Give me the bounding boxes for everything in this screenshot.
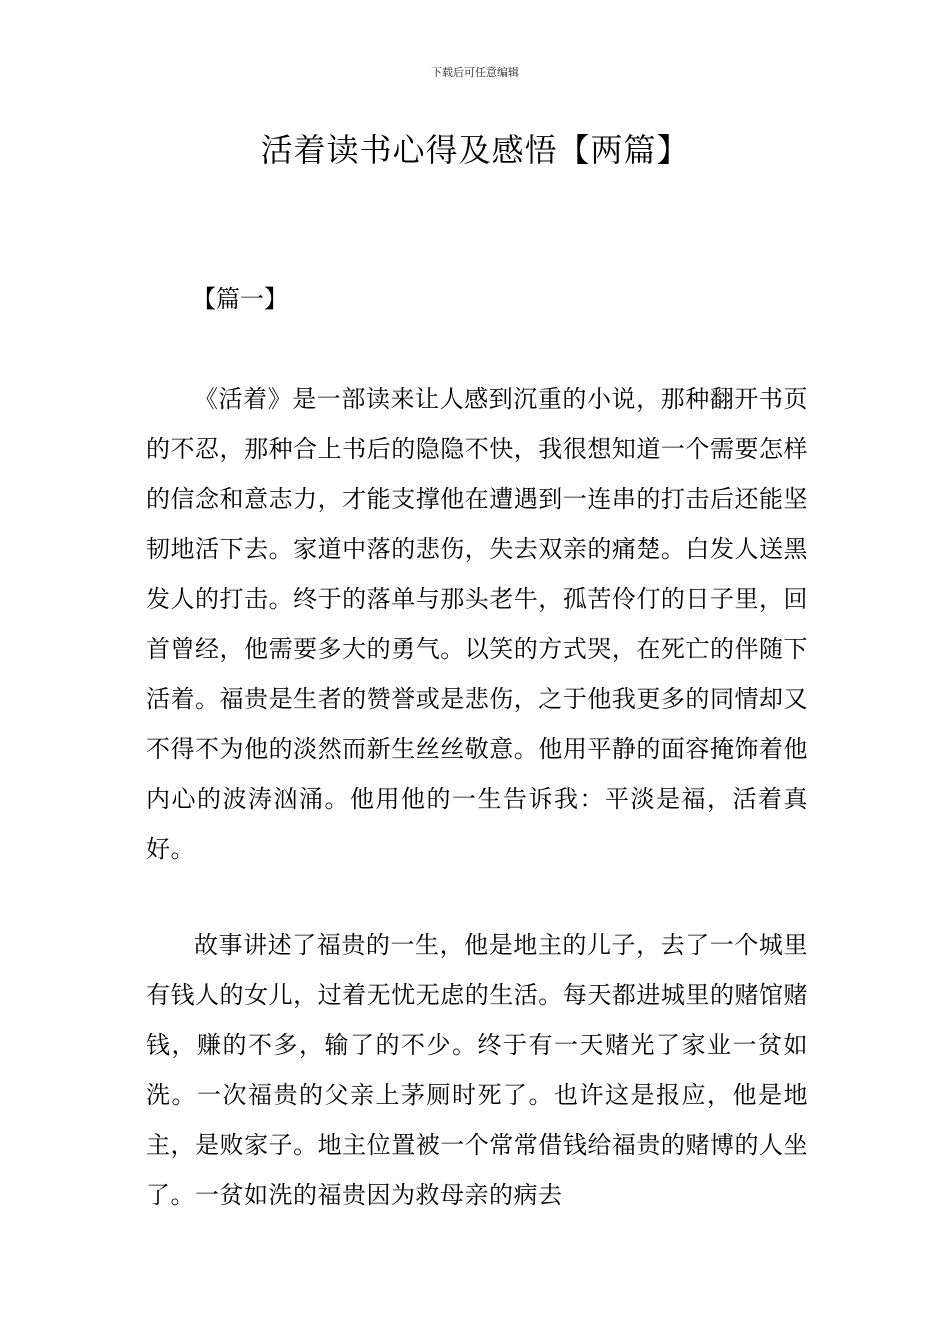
body-paragraph-1: 《活着》是一部读来让人感到沉重的小说，那种翻开书页的不忍，那种合上书后的隐隐不快，我很想知道一个需要怎样的信念和意志力，才能支撑他在遭遇到一连串的打击后还能坚韧地活下去。家道中落的悲伤，失去双亲的痛楚。白发人送黑发人的打击。终于的落单与那头老牛，孤苦伶仃的日子里，回首曾经，他需要多大的勇气。以笑的方式哭，在死亡的伴随下活着。福贵是生者的赞誉或是悲伤，之于他我更多的同情却又不得不为他的淡然而新生丝丝敬意。他用平静的面容掩饰着他内心的波涛汹涌。他用他的一生告诉我：平淡是福，活着真好。 (146, 385, 808, 863)
document-title: 活着读书心得及感悟【两篇】 (260, 131, 690, 169)
section-heading: 【篇一】 (192, 285, 288, 313)
body-paragraph-2: 故事讲述了福贵的一生，他是地主的儿子，去了一个城里有钱人的女儿，过着无忧无虑的生活。每天都进城里的赌馆赌钱，赚的不多，输了的不少。终于有一天赌光了家业一贫如洗。一次福贵的父亲上茅厕时死了。也许这是报应，他是地主，是败家子。地主位置被一个常常借钱给福贵的赌博的人坐了。一贫如洗的福贵因为救母亲的病去 (146, 931, 808, 1209)
header-note: 下载后可任意编辑 (431, 66, 519, 79)
